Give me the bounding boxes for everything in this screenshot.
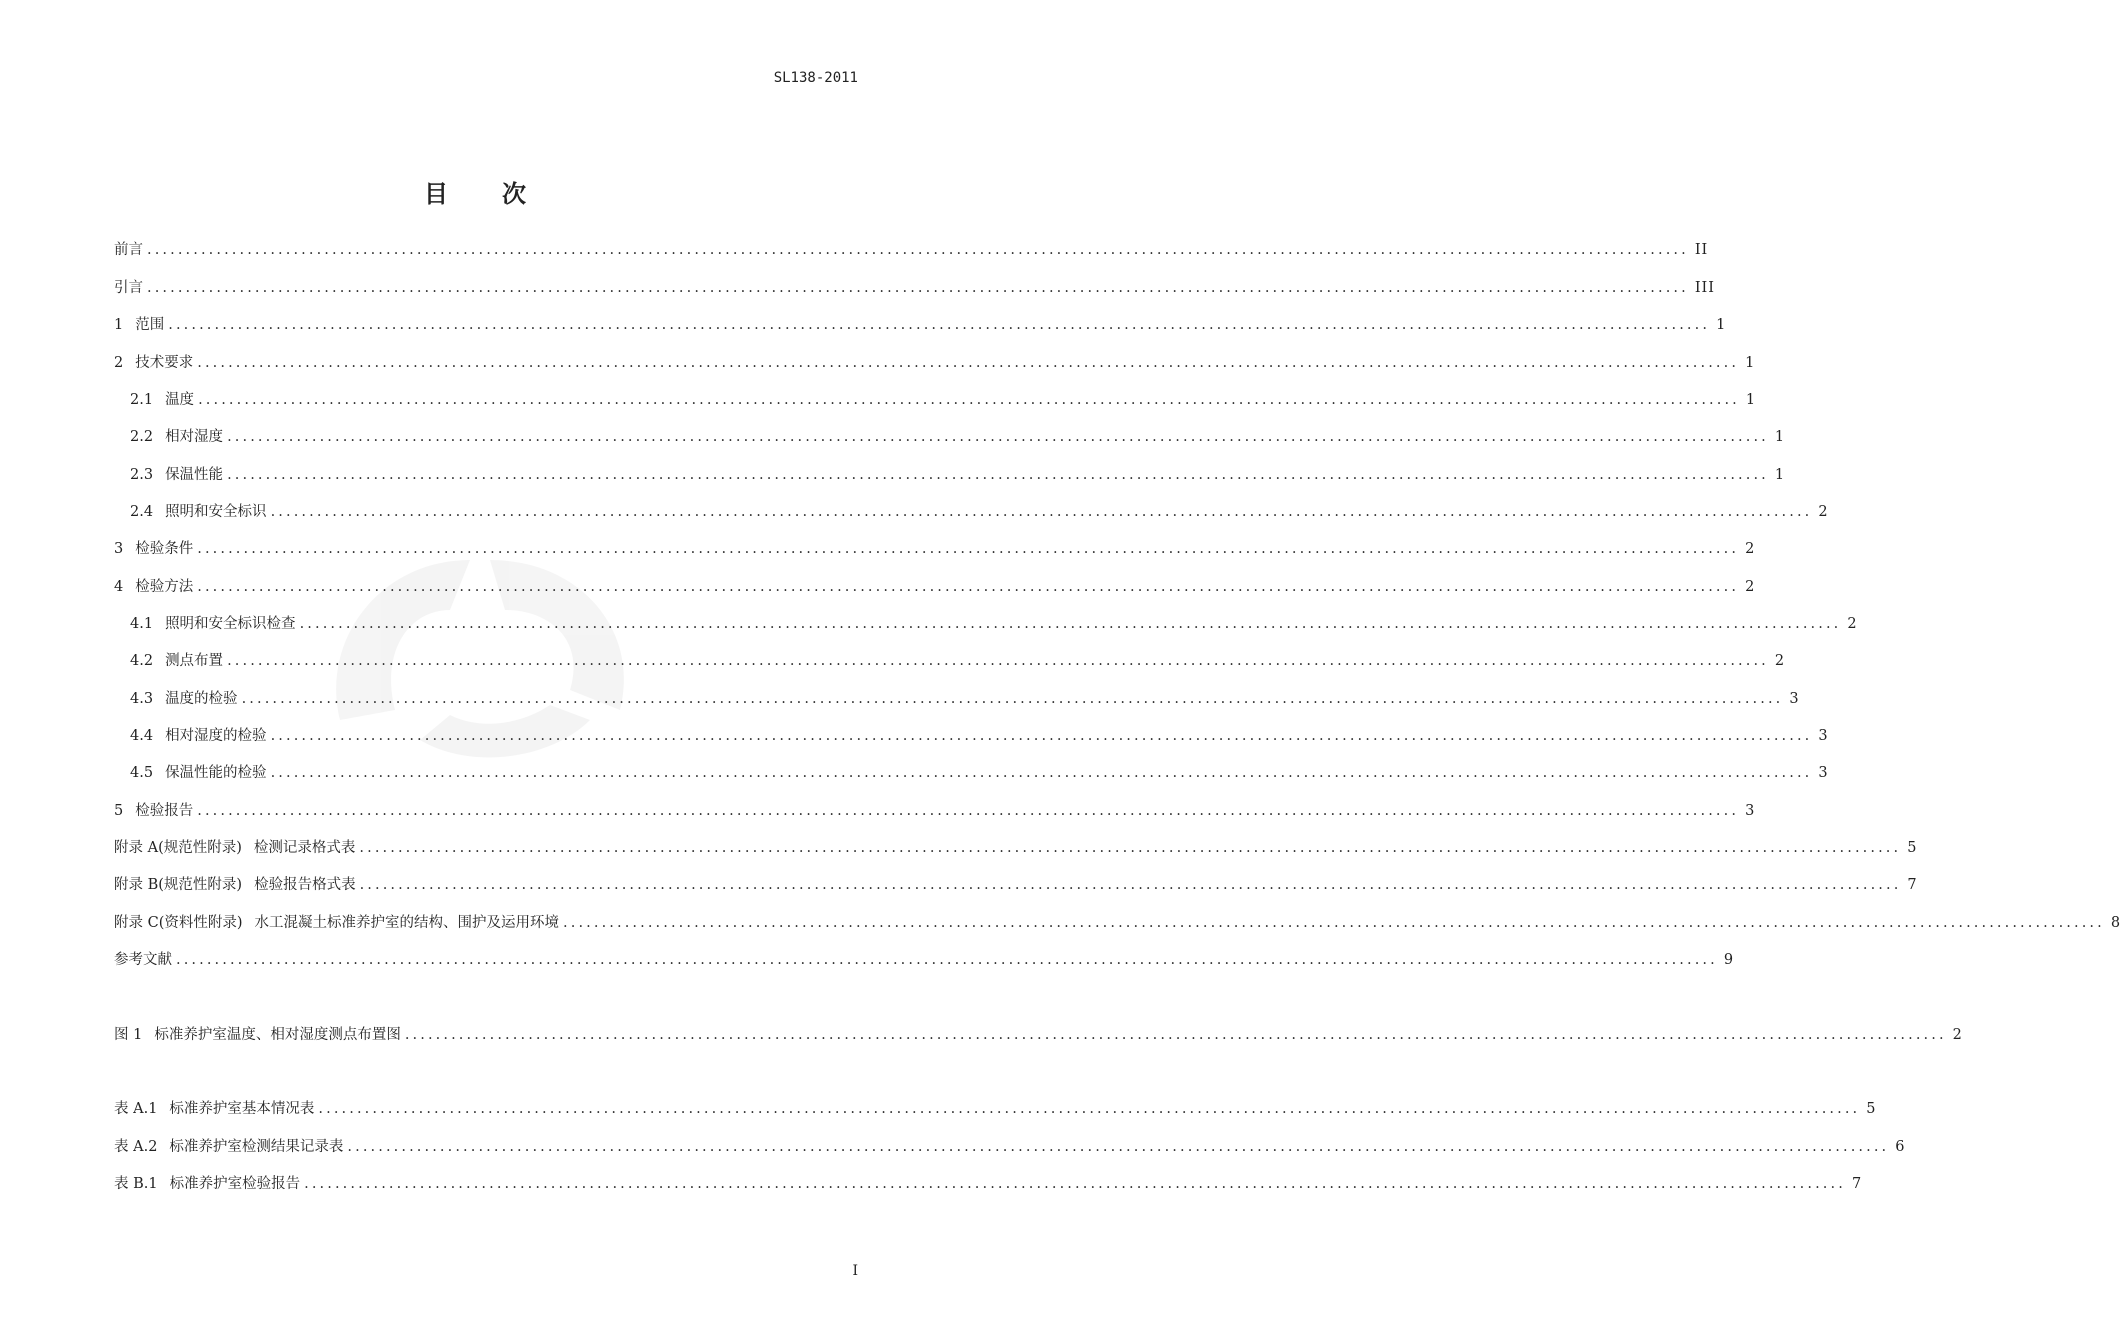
toc-entry-number: 4.2 xyxy=(130,653,154,669)
toc-entry-page: 2 xyxy=(1745,579,1756,595)
toc-leader-dots: ........................................................................................................................................................................................................ xyxy=(227,653,1769,669)
toc-entry-page: III xyxy=(1694,280,1716,296)
title-char-1: 目 xyxy=(424,180,448,208)
toc-leader-dots: ........................................................................................................................................................................................................ xyxy=(347,1139,1890,1155)
toc-entry-number: 2 xyxy=(114,355,124,371)
toc-entry-number: 附录 A(规范性附录) xyxy=(114,840,242,856)
toc-entry-number: 4.3 xyxy=(130,691,154,707)
toc-entry-page: 3 xyxy=(1745,803,1756,819)
toc-entry[interactable] xyxy=(114,538,1756,560)
toc-entry[interactable] xyxy=(130,501,1829,523)
toc-entry-number: 2.1 xyxy=(130,392,154,408)
toc-entry-label: 测点布置 xyxy=(165,653,224,669)
toc-entry-label: 保温性能 xyxy=(165,467,224,483)
toc-entry-label: 标准养护室检验报告 xyxy=(169,1176,301,1192)
toc-leader-dots: ........................................................................................................................................................................................................ xyxy=(227,467,1769,483)
toc-leader-dots: ........................................................................................................................................................................................................ xyxy=(147,280,1689,296)
toc-entry-number: 5 xyxy=(114,803,124,819)
toc-leader-dots: ........................................................................................................................................................................................................ xyxy=(270,765,1813,781)
toc-entry-page: 3 xyxy=(1818,765,1829,781)
toc-entry-label: 相对湿度的检验 xyxy=(165,728,267,744)
toc-entry-label: 范围 xyxy=(135,317,165,333)
toc-entry-page: 2 xyxy=(1774,653,1786,669)
toc-entry-number: 4.5 xyxy=(130,765,154,781)
toc-leader-dots: ........................................................................................................................................................................................................ xyxy=(147,242,1689,258)
toc-entry-page: 1 xyxy=(1774,429,1786,445)
toc-entry-page: 5 xyxy=(1866,1101,1877,1117)
toc-entry-label: 检验条件 xyxy=(135,541,194,557)
toc-leader-dots: ........................................................................................................................................................................................................ xyxy=(168,317,1711,333)
toc-entry[interactable] xyxy=(130,688,1800,710)
toc-entry-label: 前言 xyxy=(114,242,143,258)
toc-leader-dots: ........................................................................................................................................................................................................ xyxy=(198,392,1740,408)
toc-entry[interactable] xyxy=(130,613,1858,635)
toc-leader-dots: ........................................................................................................................................................................................................ xyxy=(359,840,1902,856)
toc-leader-dots: ........................................................................................................................................................................................................ xyxy=(197,355,1740,371)
toc-entry-page: II xyxy=(1694,242,1709,258)
toc-entry-number: 3 xyxy=(114,541,124,557)
toc-leader-dots: ........................................................................................................................................................................................................ xyxy=(299,616,1842,632)
toc-entry-label: 检测记录格式表 xyxy=(253,840,356,856)
toc-entry-label: 标准养护室温度、相对湿度测点布置图 xyxy=(154,1027,401,1043)
toc-entry[interactable] xyxy=(130,725,1829,747)
toc-entry-number: 表 B.1 xyxy=(114,1176,158,1192)
toc-entry-label: 检验报告格式表 xyxy=(254,877,356,893)
toc-entry-number: 4.1 xyxy=(130,616,154,632)
toc-leader-dots: ........................................................................................................................................................................................................ xyxy=(270,504,1813,520)
toc-entry[interactable] xyxy=(130,464,1786,486)
toc-entry-number: 2.4 xyxy=(130,504,154,520)
toc-entry-page: 1 xyxy=(1716,317,1727,333)
toc-entry-page: 3 xyxy=(1818,728,1829,744)
page-title xyxy=(0,174,950,209)
toc-leader-dots: ........................................................................................................................................................................................................ xyxy=(270,728,1813,744)
toc-entry[interactable] xyxy=(130,762,1829,784)
toc-entry[interactable] xyxy=(130,389,1757,411)
title-char-2: 次 xyxy=(502,180,526,208)
toc-leader-dots: ........................................................................................................................................................................................................ xyxy=(318,1101,1861,1117)
toc-entry-label: 检验报告 xyxy=(135,803,194,819)
toc-entry-label: 标准养护室检测结果记录表 xyxy=(169,1139,344,1155)
toc-leader-dots: ........................................................................................................................................................................................................ xyxy=(227,429,1769,445)
toc-entry-label: 温度 xyxy=(165,392,195,408)
toc-entry-page: 1 xyxy=(1774,467,1786,483)
toc-entry[interactable] xyxy=(114,352,1756,374)
toc-leader-dots: ........................................................................................................................................................................................................ xyxy=(197,579,1740,595)
toc-entry-number: 4.4 xyxy=(130,728,154,744)
toc-entry-page: 1 xyxy=(1745,355,1756,371)
toc-entry-page: 1 xyxy=(1745,392,1757,408)
toc-entry-page: 2 xyxy=(1745,541,1756,557)
toc-entry-number: 表 A.2 xyxy=(114,1139,158,1155)
toc-entry[interactable] xyxy=(114,1024,1963,1046)
toc-leader-dots: ........................................................................................................................................................................................................ xyxy=(359,877,1902,893)
page-number: I xyxy=(852,1263,858,1279)
toc-entry[interactable] xyxy=(114,837,1918,859)
toc-entry-page: 2 xyxy=(1952,1027,1963,1043)
toc-entry[interactable] xyxy=(114,800,1756,822)
toc-entry-page: 2 xyxy=(1818,504,1829,520)
toc-entry-number: 2.2 xyxy=(130,429,154,445)
toc-leader-dots: ........................................................................................................................................................................................................ xyxy=(197,541,1740,557)
toc-entry-label: 照明和安全标识 xyxy=(165,504,267,520)
toc-leader-dots: ........................................................................................................................................................................................................ xyxy=(241,691,1784,707)
standard-code: SL138-2011 xyxy=(773,70,858,86)
toc-entry-label: 标准养护室基本情况表 xyxy=(169,1101,315,1117)
toc-leader-dots: ........................................................................................................................................................................................................ xyxy=(563,915,2105,931)
toc-entry[interactable] xyxy=(114,314,1727,336)
toc-entry-number: 1 xyxy=(114,317,124,333)
toc-entry-number: 图 1 xyxy=(114,1027,143,1043)
toc-entry[interactable] xyxy=(130,650,1786,672)
toc-entry-page: 3 xyxy=(1789,691,1800,707)
toc-entry-number: 4 xyxy=(114,579,124,595)
toc-entry-label: 技术要求 xyxy=(135,355,194,371)
toc-entry-page: 8 xyxy=(2110,915,2121,931)
toc-entry[interactable] xyxy=(114,1098,1877,1120)
toc-entry-page: 5 xyxy=(1907,840,1918,856)
toc-leader-dots: ........................................................................................................................................................................................................ xyxy=(404,1027,1947,1043)
toc-leader-dots: ........................................................................................................................................................................................................ xyxy=(176,952,1718,968)
toc-entry[interactable] xyxy=(114,277,1716,299)
toc-entry-page: 2 xyxy=(1847,616,1858,632)
toc-entry[interactable] xyxy=(114,1173,1863,1195)
toc-entry-label: 相对湿度 xyxy=(165,429,224,445)
toc-entry-label: 水工混凝土标准养护室的结构、围护及运用环境 xyxy=(254,915,560,931)
toc-entry-number: 附录 B(规范性附录) xyxy=(114,877,243,893)
toc-entry[interactable] xyxy=(114,239,1709,261)
toc-entry-label: 照明和安全标识检查 xyxy=(165,616,296,632)
toc-entry[interactable] xyxy=(114,576,1756,598)
toc-entry-page: 9 xyxy=(1723,952,1735,968)
toc-entry-page: 7 xyxy=(1851,1176,1863,1192)
toc-entry-label: 检验方法 xyxy=(135,579,194,595)
toc-entry[interactable] xyxy=(114,912,2121,934)
toc-entry-label: 参考文献 xyxy=(114,952,172,968)
toc-leader-dots: ........................................................................................................................................................................................................ xyxy=(197,803,1740,819)
toc-entry-label: 引言 xyxy=(114,280,143,296)
toc-entry-number: 2.3 xyxy=(130,467,154,483)
toc-entry[interactable] xyxy=(114,874,1918,896)
toc-entry-label: 保温性能的检验 xyxy=(165,765,267,781)
toc-entry-number: 附录 C(资料性附录) xyxy=(114,915,243,931)
toc-entry[interactable] xyxy=(114,1136,1906,1158)
toc-entry-label: 温度的检验 xyxy=(165,691,238,707)
toc-entry[interactable] xyxy=(114,949,1735,971)
toc-entry-page: 7 xyxy=(1907,877,1918,893)
toc-entry-page: 6 xyxy=(1895,1139,1906,1155)
toc-leader-dots: ........................................................................................................................................................................................................ xyxy=(304,1176,1846,1192)
toc-entry[interactable] xyxy=(130,426,1786,448)
toc-entry-number: 表 A.1 xyxy=(114,1101,158,1117)
